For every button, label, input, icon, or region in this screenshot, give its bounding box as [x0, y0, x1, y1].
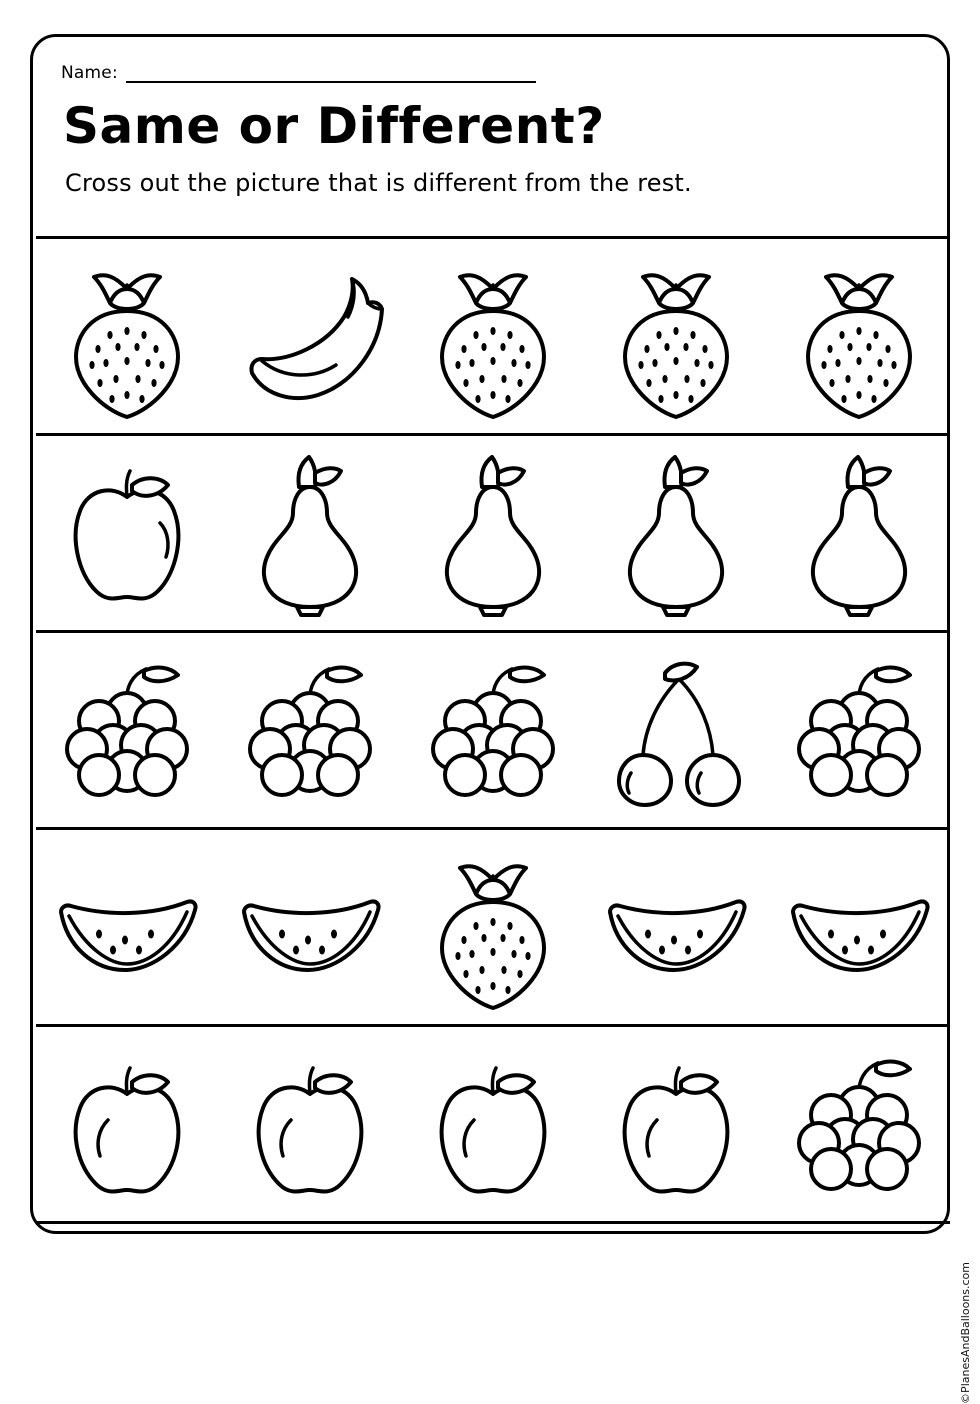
list-item-watermelon[interactable] [591, 837, 761, 1017]
list-item-apple[interactable] [591, 1034, 761, 1214]
list-item-watermelon[interactable] [225, 837, 395, 1017]
list-item-apple[interactable] [42, 1034, 212, 1214]
list-item-grapes[interactable] [774, 1034, 944, 1214]
exercise-rows [36, 236, 950, 1221]
list-item-grapes[interactable] [42, 640, 212, 820]
table-row [36, 827, 950, 1027]
list-item-strawberry[interactable] [591, 246, 761, 426]
table-row [36, 1024, 950, 1224]
list-item-strawberry[interactable] [774, 246, 944, 426]
list-item-pear[interactable] [774, 443, 944, 623]
list-item-pear[interactable] [408, 443, 578, 623]
list-item-pear[interactable] [225, 443, 395, 623]
table-row [36, 630, 950, 830]
list-item-strawberry[interactable] [408, 837, 578, 1017]
list-item-cherries[interactable] [591, 640, 761, 820]
worksheet-page [30, 34, 950, 1234]
table-row [36, 236, 950, 436]
name-label: Name: [61, 63, 118, 83]
list-item-banana[interactable] [225, 246, 395, 426]
list-item-apple[interactable] [225, 1034, 395, 1214]
table-row [36, 433, 950, 633]
list-item-strawberry[interactable] [42, 246, 212, 426]
instructions-text: Cross out the picture that is different from the rest. [65, 169, 692, 197]
list-item-grapes[interactable] [774, 640, 944, 820]
list-item-grapes[interactable] [408, 640, 578, 820]
list-item-grapes[interactable] [225, 640, 395, 820]
name-field-row [61, 63, 536, 83]
copyright-credit: ©PlanesAndBalloons.com [959, 1262, 972, 1404]
list-item-apple[interactable] [42, 443, 212, 623]
list-item-strawberry[interactable] [408, 246, 578, 426]
page-title: Same or Different? [63, 97, 605, 155]
name-input-line[interactable] [126, 67, 536, 83]
list-item-watermelon[interactable] [42, 837, 212, 1017]
list-item-apple[interactable] [408, 1034, 578, 1214]
list-item-watermelon[interactable] [774, 837, 944, 1017]
list-item-pear[interactable] [591, 443, 761, 623]
